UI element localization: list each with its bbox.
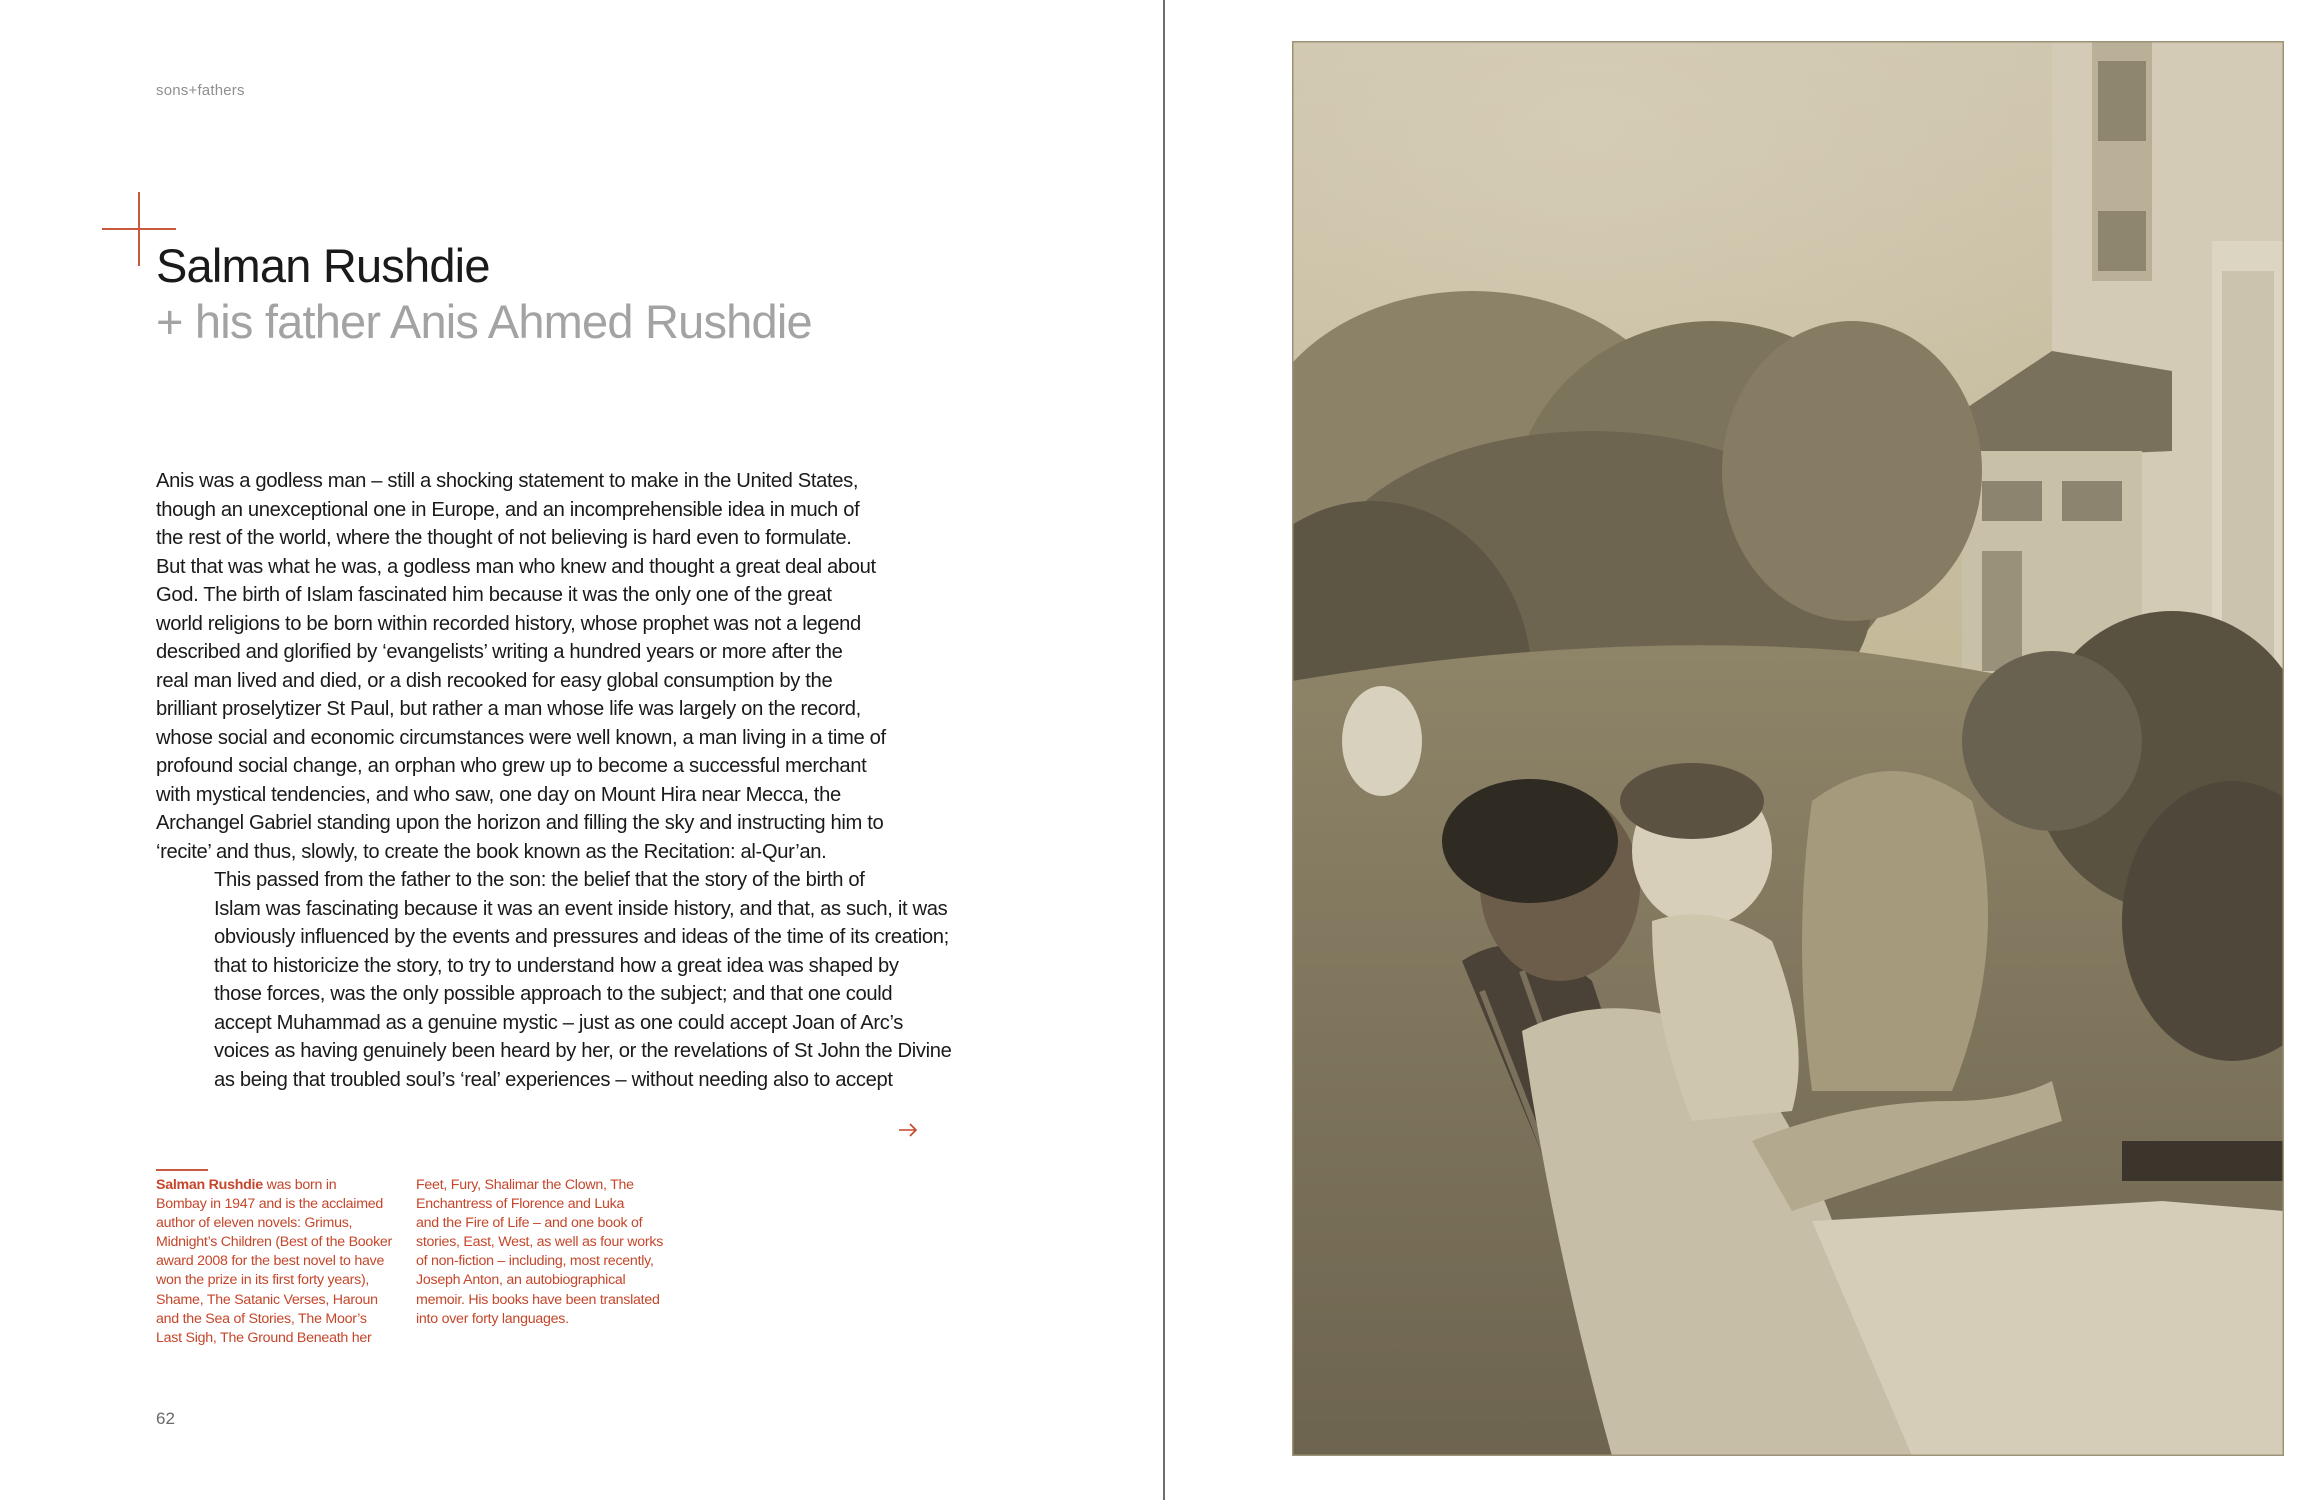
body-text-line: as being that troubled soul’s ‘real’ experiences – without needing also to accept: [214, 1068, 893, 1091]
bio-text-line: of non-fiction – including, most recently,: [416, 1253, 654, 1270]
bio-text-line: Shame, The Satanic Verses, Haroun: [156, 1291, 378, 1308]
body-text-line: Islam was fascinating because it was an event inside history, and that, as such, it was: [214, 897, 948, 920]
bio-first-line-rest: was born in: [262, 1177, 337, 1193]
bio-text-line: and the Sea of Stories, The Moor’s: [156, 1310, 367, 1327]
body-text-line: voices as having genuinely been heard by her, or the revelations of St John the Divine: [214, 1040, 952, 1062]
bio-right-lines: [416, 1176, 666, 1329]
running-head: sons+fathers: [156, 82, 245, 99]
bio-text-line: Enchantress of Florence and Luka: [416, 1196, 625, 1213]
father-son-photograph: [1292, 41, 2284, 1456]
body-text-line: whose social and economic circumstances were well known, a man living in a time of: [156, 726, 886, 749]
paragraph-1: [156, 467, 936, 866]
bio-text-line: Feet, Fury, Shalimar the Clown, The: [416, 1177, 634, 1193]
arrow-right-icon[interactable]: [896, 1118, 920, 1142]
body-text-line: described and glorified by ‘evangelists’ writing a hundred years or more after the: [156, 641, 843, 663]
bio-text-line: Midnight’s Children (Best of the Booker: [156, 1234, 393, 1251]
body-text-line: accept Muhammad as a genuine mystic – just as one could accept Joan of Arc’s: [214, 1011, 903, 1034]
bio-first-line: [156, 1176, 401, 1195]
body-text-line: with mystical tendencies, and who saw, one day on Mount Hira near Mecca, the: [156, 783, 841, 806]
page-number: 62: [156, 1409, 175, 1428]
bio-text-line: stories, East, West, as well as four works: [416, 1234, 664, 1251]
body-text-line: though an unexceptional one in Europe, and an incomprehensible idea in much of: [156, 498, 860, 521]
body-text-line: Archangel Gabriel standing upon the horizon and filling the sky and instructing him to: [156, 812, 884, 834]
bio-text-line: award 2008 for the best novel to have: [156, 1253, 385, 1270]
body-text-line: world religions to be born within recorded history, whose prophet was not a legend: [156, 612, 861, 635]
body-text-line: Anis was a godless man – still a shocking statement to make in the United States,: [156, 470, 859, 492]
body-text-line: obviously influenced by the events and pressures and ideas of the time of its creation;: [214, 926, 949, 948]
bio-text-line: Last Sigh, The Ground Beneath her: [156, 1329, 372, 1346]
body-text-line: the rest of the world, where the thought of not believing is hard even to formulate.: [156, 527, 852, 549]
body-text-line: brilliant proselytizer St Paul, but rather a man whose life was largely on the record,: [156, 698, 861, 720]
body-text-line: real man lived and died, or a dish recooked for easy global consumption by the: [156, 669, 833, 692]
bio-column-left: [156, 1176, 401, 1348]
page-subtitle: + his father Anis Ahmed Rushdie: [156, 295, 812, 348]
body-text-line: that to historicize the story, to try to understand how a great idea was shaped by: [214, 954, 899, 977]
bio-text-line: author of eleven novels: Grimus,: [156, 1215, 353, 1232]
body-text-line: God. The birth of Islam fascinated him because it was the only one of the great: [156, 584, 832, 606]
body-text-line: those forces, was the only possible approach to the subject; and that one could: [214, 983, 893, 1005]
spine-divider: [1163, 0, 1165, 1500]
bio-left-lines: [156, 1195, 401, 1348]
photo-graphic: [1292, 41, 2284, 1456]
body-text-line: profound social change, an orphan who grew up to become a successful merchant: [156, 755, 867, 777]
paragraph-2: [156, 866, 952, 1094]
body-text-line: ‘recite’ and thus, slowly, to create the book known as the Recitation: al-Qur’an.: [156, 840, 827, 863]
body-text-line: But that was what he was, a godless man who knew and thought a great deal about: [156, 555, 876, 578]
bio-text-line: Joseph Anton, an autobiographical: [416, 1272, 626, 1289]
bio-text-line: Bombay in 1947 and is the acclaimed: [156, 1196, 384, 1213]
bio-text-line: and the Fire of Life – and one book of: [416, 1215, 643, 1232]
bio-column-right: [416, 1176, 666, 1329]
article-body: [156, 467, 952, 1094]
page-title: Salman Rushdie: [156, 239, 490, 292]
crosshair-mark-vertical: [138, 192, 140, 266]
bio-rule: [156, 1169, 208, 1171]
bio-text-line: into over forty languages.: [416, 1310, 569, 1327]
bio-author-name: Salman Rushdie: [156, 1177, 263, 1193]
bio-text-line: won the prize in its first forty years),: [156, 1272, 370, 1289]
body-text-line: This passed from the father to the son: the belief that the story of the birth of: [214, 869, 865, 891]
bio-text-line: memoir. His books have been translated: [416, 1291, 660, 1308]
